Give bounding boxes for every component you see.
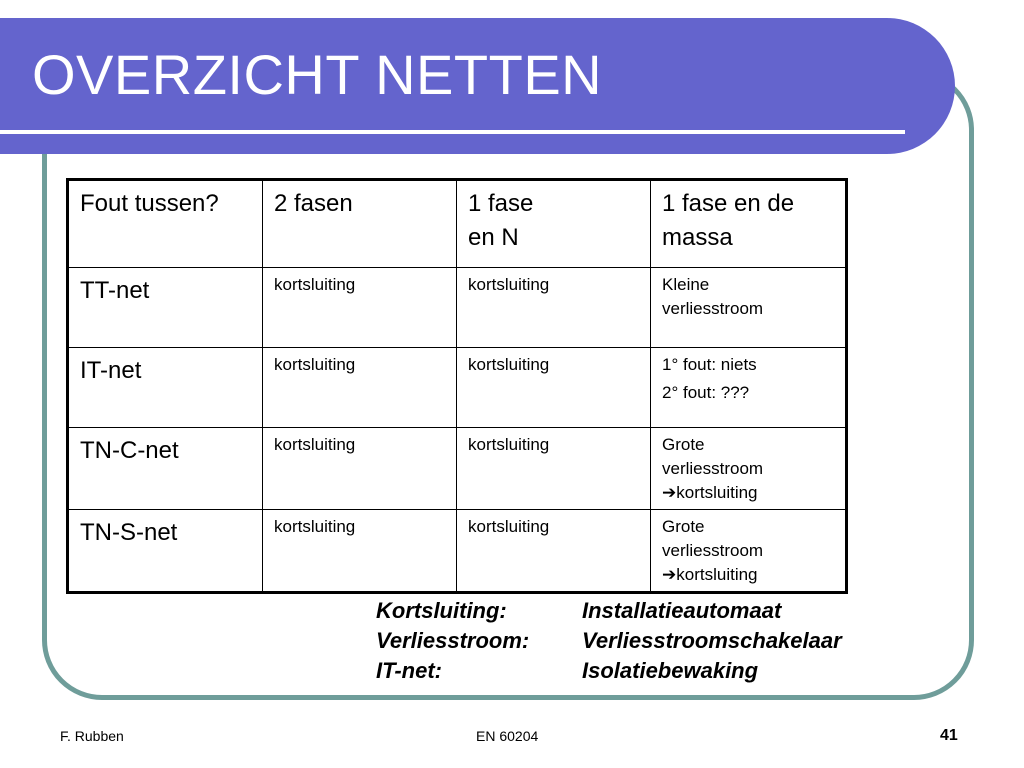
table-header-row: [68, 180, 847, 268]
legend-term: Kortsluiting:: [376, 598, 507, 623]
legend-term: Verliesstroom:: [376, 628, 530, 653]
table-row: [68, 268, 847, 348]
fault-cell: [651, 428, 847, 510]
fault-cell: kortsluiting: [263, 428, 457, 510]
cell-line: verliesstroom: [662, 541, 764, 560]
table-row: [68, 510, 847, 593]
cell-line: Grote: [662, 517, 705, 536]
fault-cell: kortsluiting: [263, 268, 457, 348]
right-arrow-icon: ➔: [662, 483, 677, 502]
legend-row: [376, 596, 842, 626]
fault-cell: [651, 510, 847, 593]
fault-cell: [651, 348, 847, 428]
legend-row: [376, 656, 842, 686]
fault-cell: kortsluiting: [457, 510, 651, 593]
cell-line: Kleine: [662, 275, 710, 294]
legend: [376, 596, 842, 686]
cell-line: 2° fout: ???: [662, 383, 750, 402]
right-arrow-icon: ➔: [662, 565, 677, 584]
table-row: [68, 428, 847, 510]
legend-row: [376, 626, 842, 656]
cell-line: [662, 563, 835, 587]
net-name-cell: TT-net: [68, 268, 263, 348]
cell-line: verliesstroom: [662, 459, 764, 478]
legend-term: IT-net:: [376, 658, 442, 683]
header-cell: 2 fasen: [263, 180, 457, 268]
net-name-cell: TN-S-net: [68, 510, 263, 593]
banner-divider: [0, 130, 905, 134]
legend-value: Isolatiebewaking: [582, 658, 759, 683]
cell-line: 1° fout: niets: [662, 355, 757, 374]
header-cell: [457, 180, 651, 268]
net-name-cell: IT-net: [68, 348, 263, 428]
fault-cell: [651, 268, 847, 348]
fault-cell: kortsluiting: [457, 268, 651, 348]
footer-center: EN 60204: [476, 728, 539, 744]
cell-line-text: kortsluiting: [676, 565, 758, 584]
header-line: en N: [468, 224, 519, 251]
slide-title: OVERZICHT NETTEN: [32, 43, 603, 106]
cell-line: Grote: [662, 435, 705, 454]
cell-line: verliesstroom: [662, 299, 764, 318]
fault-cell: kortsluiting: [457, 348, 651, 428]
fault-cell: kortsluiting: [457, 428, 651, 510]
cell-line: [662, 481, 835, 505]
table-row: [68, 348, 847, 428]
legend-value: Verliesstroomschakelaar: [582, 628, 842, 653]
page-number: 41: [940, 727, 958, 744]
header-cell: 1 fase en de massa: [651, 180, 847, 268]
fault-cell: kortsluiting: [263, 510, 457, 593]
legend-value: Installatieautomaat: [582, 598, 782, 623]
footer-author: F. Rubben: [60, 728, 124, 744]
header-line: 1 fase: [468, 190, 534, 217]
fault-cell: kortsluiting: [263, 348, 457, 428]
header-cell: Fout tussen?: [68, 180, 263, 268]
cell-line-text: kortsluiting: [676, 483, 758, 502]
networks-table: [66, 178, 848, 594]
net-name-cell: TN-C-net: [68, 428, 263, 510]
